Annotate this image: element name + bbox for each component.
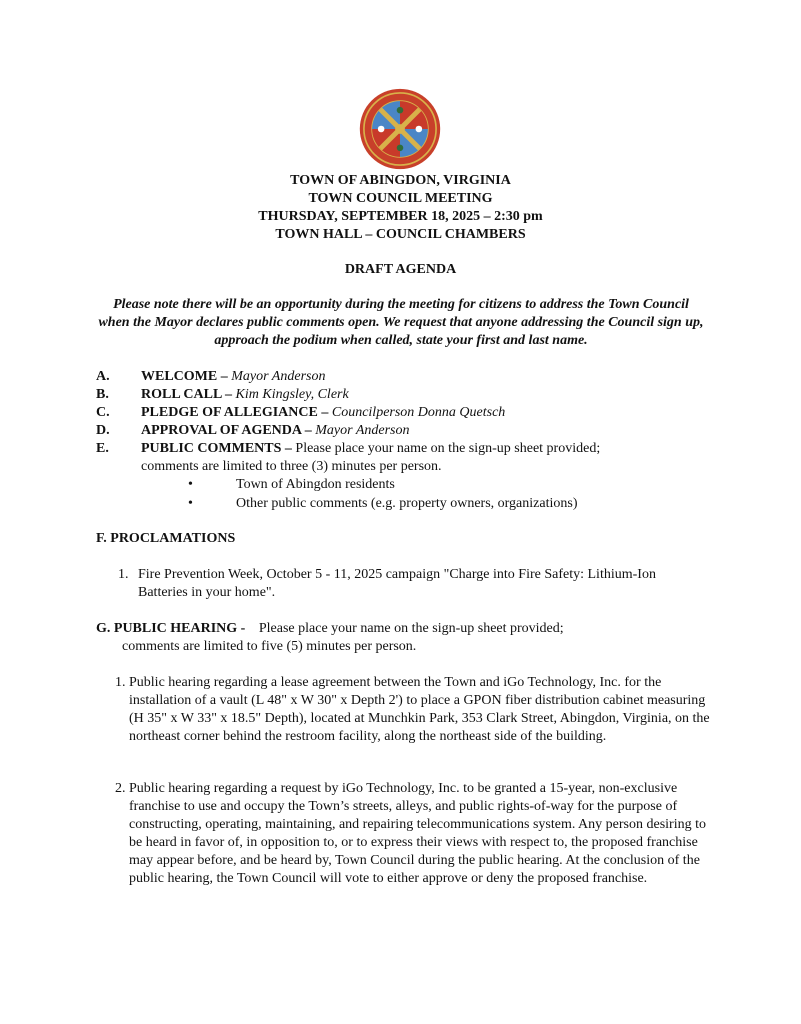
agenda-item-d: [96, 422, 409, 440]
item-letter: D.: [96, 423, 110, 438]
agenda-item-c: [96, 404, 505, 422]
hearing-item: [115, 780, 710, 888]
page-title: DRAFT AGENDA: [344, 262, 457, 277]
item-text: Public hearing regarding a request by iGo Technology, Inc. to be granted a 15-year, non-exclusive franchise to use and occupy the Town’s streets, alleys, and public rights-of-way for the purpose of constructing, operating, maintaining, and repairing telecommunications system. Any person desiring to be heard in favor of, in opposition to, or to express their views with respect to, the proposed franchise may appear before, and be heard by, Town Council during the public hearing. At the conclusion of the public hearing, the Town Council will vote to either approve or deny the proposed franchise.: [129, 781, 706, 886]
section-public-hearing-title: G. PUBLIC HEARING -: [96, 621, 246, 636]
item-presenter: Kim Kingsley, Clerk: [235, 387, 349, 402]
public-comment-note: Please note there will be an opportunity during the meeting for citizens to address the Town Council when the Mayor declares public comments open. We request that anyone addressing the Council sign up, approach the podium when called, state your first and last name.: [98, 297, 704, 348]
agenda-item-e-continued: comments are limited to three (3) minutes per person.: [141, 459, 442, 474]
item-number: 2.: [115, 781, 126, 796]
item-letter: B.: [96, 387, 109, 402]
item-number: 1.: [115, 675, 126, 690]
bullet-icon: •: [188, 496, 193, 511]
header-date: THURSDAY, SEPTEMBER 18, 2025 – 2:30 pm: [258, 209, 543, 224]
item-title: APPROVAL OF AGENDA –: [141, 423, 316, 438]
item-title: ROLL CALL –: [141, 387, 236, 402]
bullet-text: Town of Abingdon residents: [236, 477, 395, 492]
section-public-hearing-continued: comments are limited to five (5) minutes per person.: [122, 639, 417, 654]
agenda-item-a: [96, 368, 325, 386]
item-letter: E.: [96, 441, 109, 456]
town-seal-icon: [359, 88, 441, 170]
item-number: 1.: [118, 567, 129, 582]
proclamation-item: [118, 566, 708, 602]
item-letter: A.: [96, 369, 110, 384]
item-text: Please place your name on the sign-up sheet provided;: [295, 441, 601, 456]
bullet-item: [0, 476, 801, 494]
bullet-icon: •: [188, 477, 193, 492]
section-public-hearing: [96, 620, 564, 638]
meeting-header: [0, 172, 801, 244]
item-title: PLEDGE OF ALLEGIANCE –: [141, 405, 332, 420]
bullet-item: [0, 495, 801, 513]
item-title: PUBLIC COMMENTS –: [141, 441, 296, 456]
item-text: Public hearing regarding a lease agreement between the Town and iGo Technology, Inc. for the installation of a vault (L 48" x W 30" x Depth 2') to place a GPON fiber distribution cabinet measuring (H 35" x W 33" x 18.5" Depth), located at Munchkin Park, 353 Clark Street, Abingdon, Virginia, on the northeast corner behind the restroom facility, along the northeast side of the building.: [129, 675, 710, 744]
item-presenter: Mayor Anderson: [315, 423, 410, 438]
item-presenter: Mayor Anderson: [231, 369, 326, 384]
header-meeting: TOWN COUNCIL MEETING: [308, 191, 493, 206]
item-letter: C.: [96, 405, 110, 420]
header-town: TOWN OF ABINGDON, VIRGINIA: [290, 173, 511, 188]
bullet-text: Other public comments (e.g. property owners, organizations): [236, 496, 578, 511]
section-public-hearing-text: Please place your name on the sign-up sheet provided;: [258, 621, 564, 636]
header-location: TOWN HALL – COUNCIL CHAMBERS: [275, 227, 526, 242]
item-text: Fire Prevention Week, October 5 - 11, 2025 campaign "Charge into Fire Safety: Lithium-Ion Batteries in your home".: [138, 567, 656, 600]
item-presenter: Councilperson Donna Quetsch: [331, 405, 506, 420]
agenda-item-b: [96, 386, 349, 404]
agenda-item-e: [96, 440, 600, 458]
hearing-item: [115, 674, 710, 746]
section-proclamations-title: F. PROCLAMATIONS: [96, 531, 236, 546]
item-title: WELCOME –: [141, 369, 232, 384]
